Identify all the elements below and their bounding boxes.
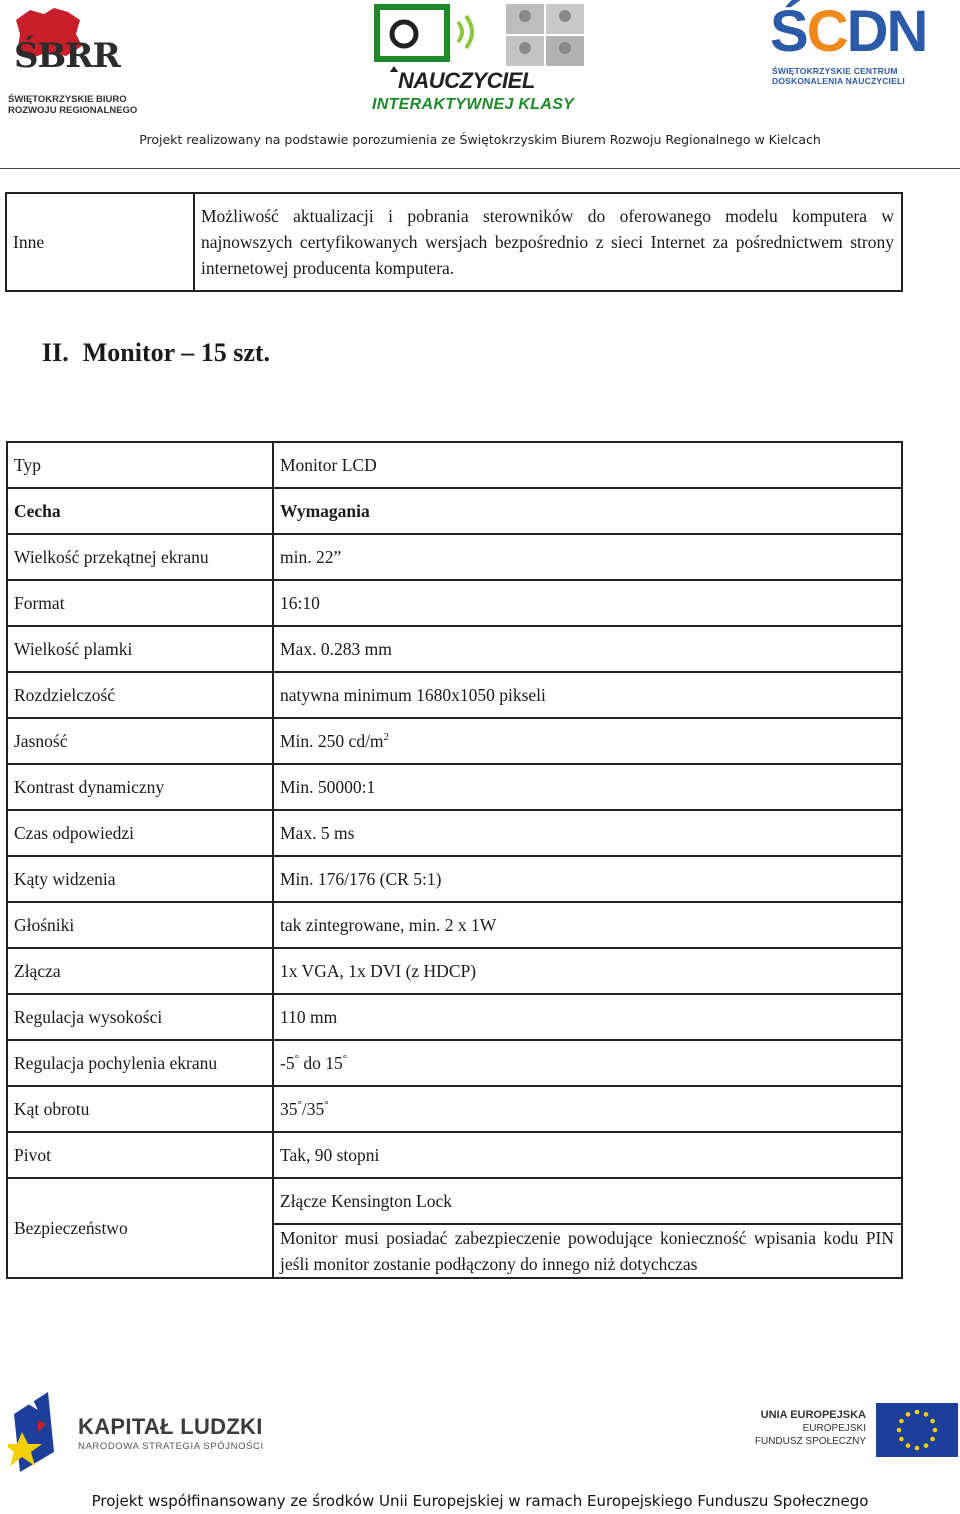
row-name: Pivot: [7, 1132, 273, 1178]
row-name: Regulacja wysokości: [7, 994, 273, 1040]
table-row: [7, 534, 902, 580]
row-value: Min. 250 $cd/m^2$: [273, 718, 902, 764]
table-row: [6, 193, 902, 291]
interactive-teacher-title: NAUCZYCIEL: [398, 68, 535, 93]
row-value: Min. 50000:1: [273, 764, 902, 810]
other-label: Inne: [6, 193, 194, 291]
row-name: Wielkość plamki: [7, 626, 273, 672]
interactive-teacher-subtitle: INTERAKTYWNEJ KLASY: [372, 96, 575, 113]
row-name: Wielkość przekątnej ekranu: [7, 534, 273, 580]
row-value: -5° do 15°: [273, 1040, 902, 1086]
header-divider: [0, 168, 960, 169]
monitor-spec-table: [6, 441, 903, 1279]
human-capital-title: KAPITAŁ LUDZKI: [78, 1414, 263, 1439]
row-value: Max. 5 ms: [273, 810, 902, 856]
row-value: min. 22”: [273, 534, 902, 580]
table-row: [7, 764, 902, 810]
table-row: [7, 672, 902, 718]
table-row: [7, 902, 902, 948]
scdn-caption: ŚWIĘTOKRZYSKIE CENTRUM DOSKONALENIA NAUCZYCIELI: [772, 66, 905, 86]
row-name: Złącza: [7, 948, 273, 994]
row-value: Monitor musi posiadać zabezpieczenie powodujące konieczność wpisania kodu PIN jeśli monitor zostanie podłączony do innego niż dotychczas: [273, 1224, 902, 1278]
row-name: Rozdzielczość: [7, 672, 273, 718]
row-value: Min. 176/176 (CR 5:1): [273, 856, 902, 902]
row-value: Tak, 90 stopni: [273, 1132, 902, 1178]
row-name: Bezpieczeństwo: [7, 1178, 273, 1278]
table-row: [7, 1132, 902, 1178]
type-label: Typ: [7, 442, 273, 488]
row-name: Głośniki: [7, 902, 273, 948]
row-name: Kontrast dynamiczny: [7, 764, 273, 810]
row-value: Złącze Kensington Lock: [273, 1178, 902, 1224]
project-note-bottom: Projekt współfinansowany ze środków Unii Europejskiej w ramach Europejskiego Funduszu Społecznego: [91, 1492, 869, 1510]
row-name: Kąt obrotu: [7, 1086, 273, 1132]
eu-line2: EUROPEJSKI: [802, 1423, 866, 1434]
table-row: [7, 580, 902, 626]
human-capital-star-icon: [8, 1392, 70, 1472]
other-text: Możliwość aktualizacji i pobrania sterowników do oferowanego modelu komputera w najnowszych certyfikowanych wersjach bezpośrednio z sieci Internet za pośrednictwem strony internetowej producenta komputera.: [194, 193, 902, 291]
row-name: Regulacja pochylenia ekranu: [7, 1040, 273, 1086]
eu-line3: FUNDUSZ SPOŁECZNY: [754, 1436, 866, 1447]
row-name: Format: [7, 580, 273, 626]
row-value: tak zintegrowane, min. 2 x 1W: [273, 902, 902, 948]
section-number: II.: [42, 338, 69, 367]
column-header-feature: Cecha: [7, 488, 273, 534]
human-capital-logo: [8, 1392, 268, 1472]
table-row: [7, 626, 902, 672]
row-name: Czas odpowiedzi: [7, 810, 273, 856]
row-name: Jasność: [7, 718, 273, 764]
row-value: 35°/35°: [273, 1086, 902, 1132]
section-title: Monitor – 15 szt.: [82, 338, 271, 367]
sbrr-mark: ŚBRR: [14, 36, 120, 76]
table-row: [7, 810, 902, 856]
sbrr-logo: [6, 4, 136, 120]
table-row: [7, 442, 902, 488]
table-row: [7, 718, 902, 764]
scdn-mark: ŚCDN: [770, 0, 927, 64]
row-name: Kąty widzenia: [7, 856, 273, 902]
scdn-logo: [770, 0, 958, 86]
interactive-teacher-logo: [368, 2, 592, 120]
table-row: [7, 856, 902, 902]
human-capital-subtitle: NARODOWA STRATEGIA SPÓJNOŚCI: [78, 1441, 264, 1452]
type-value: Monitor LCD: [273, 442, 902, 488]
other-requirements-table: [5, 192, 903, 292]
table-row: [7, 1178, 902, 1224]
row-value: natywna minimum 1680x1050 pikseli: [273, 672, 902, 718]
row-value: 110 mm: [273, 994, 902, 1040]
row-value: 1x VGA, 1x DVI (z HDCP): [273, 948, 902, 994]
eu-flag-icon: [876, 1403, 958, 1457]
project-note-top: Projekt realizowany na podstawie porozumienia ze Świętokrzyskim Biurem Rozwoju Regionalnego w Kielcach: [139, 132, 821, 147]
row-value: 16:10: [273, 580, 902, 626]
table-row: [7, 994, 902, 1040]
column-header-requirements: Wymagania: [273, 488, 902, 534]
table-header-row: [7, 488, 902, 534]
section-heading: [42, 338, 270, 368]
row-value: Max. 0.283 mm: [273, 626, 902, 672]
table-row: [7, 1040, 902, 1086]
table-row: [7, 1086, 902, 1132]
eu-social-fund-logo: [752, 1403, 958, 1457]
interactive-board-icon: [368, 2, 592, 72]
table-row: [7, 948, 902, 994]
sbrr-caption: ŚWIĘTOKRZYSKIE BIURO ROZWOJU REGIONALNEGO: [8, 94, 138, 116]
eu-line1: UNIA EUROPEJSKA: [760, 1409, 866, 1421]
